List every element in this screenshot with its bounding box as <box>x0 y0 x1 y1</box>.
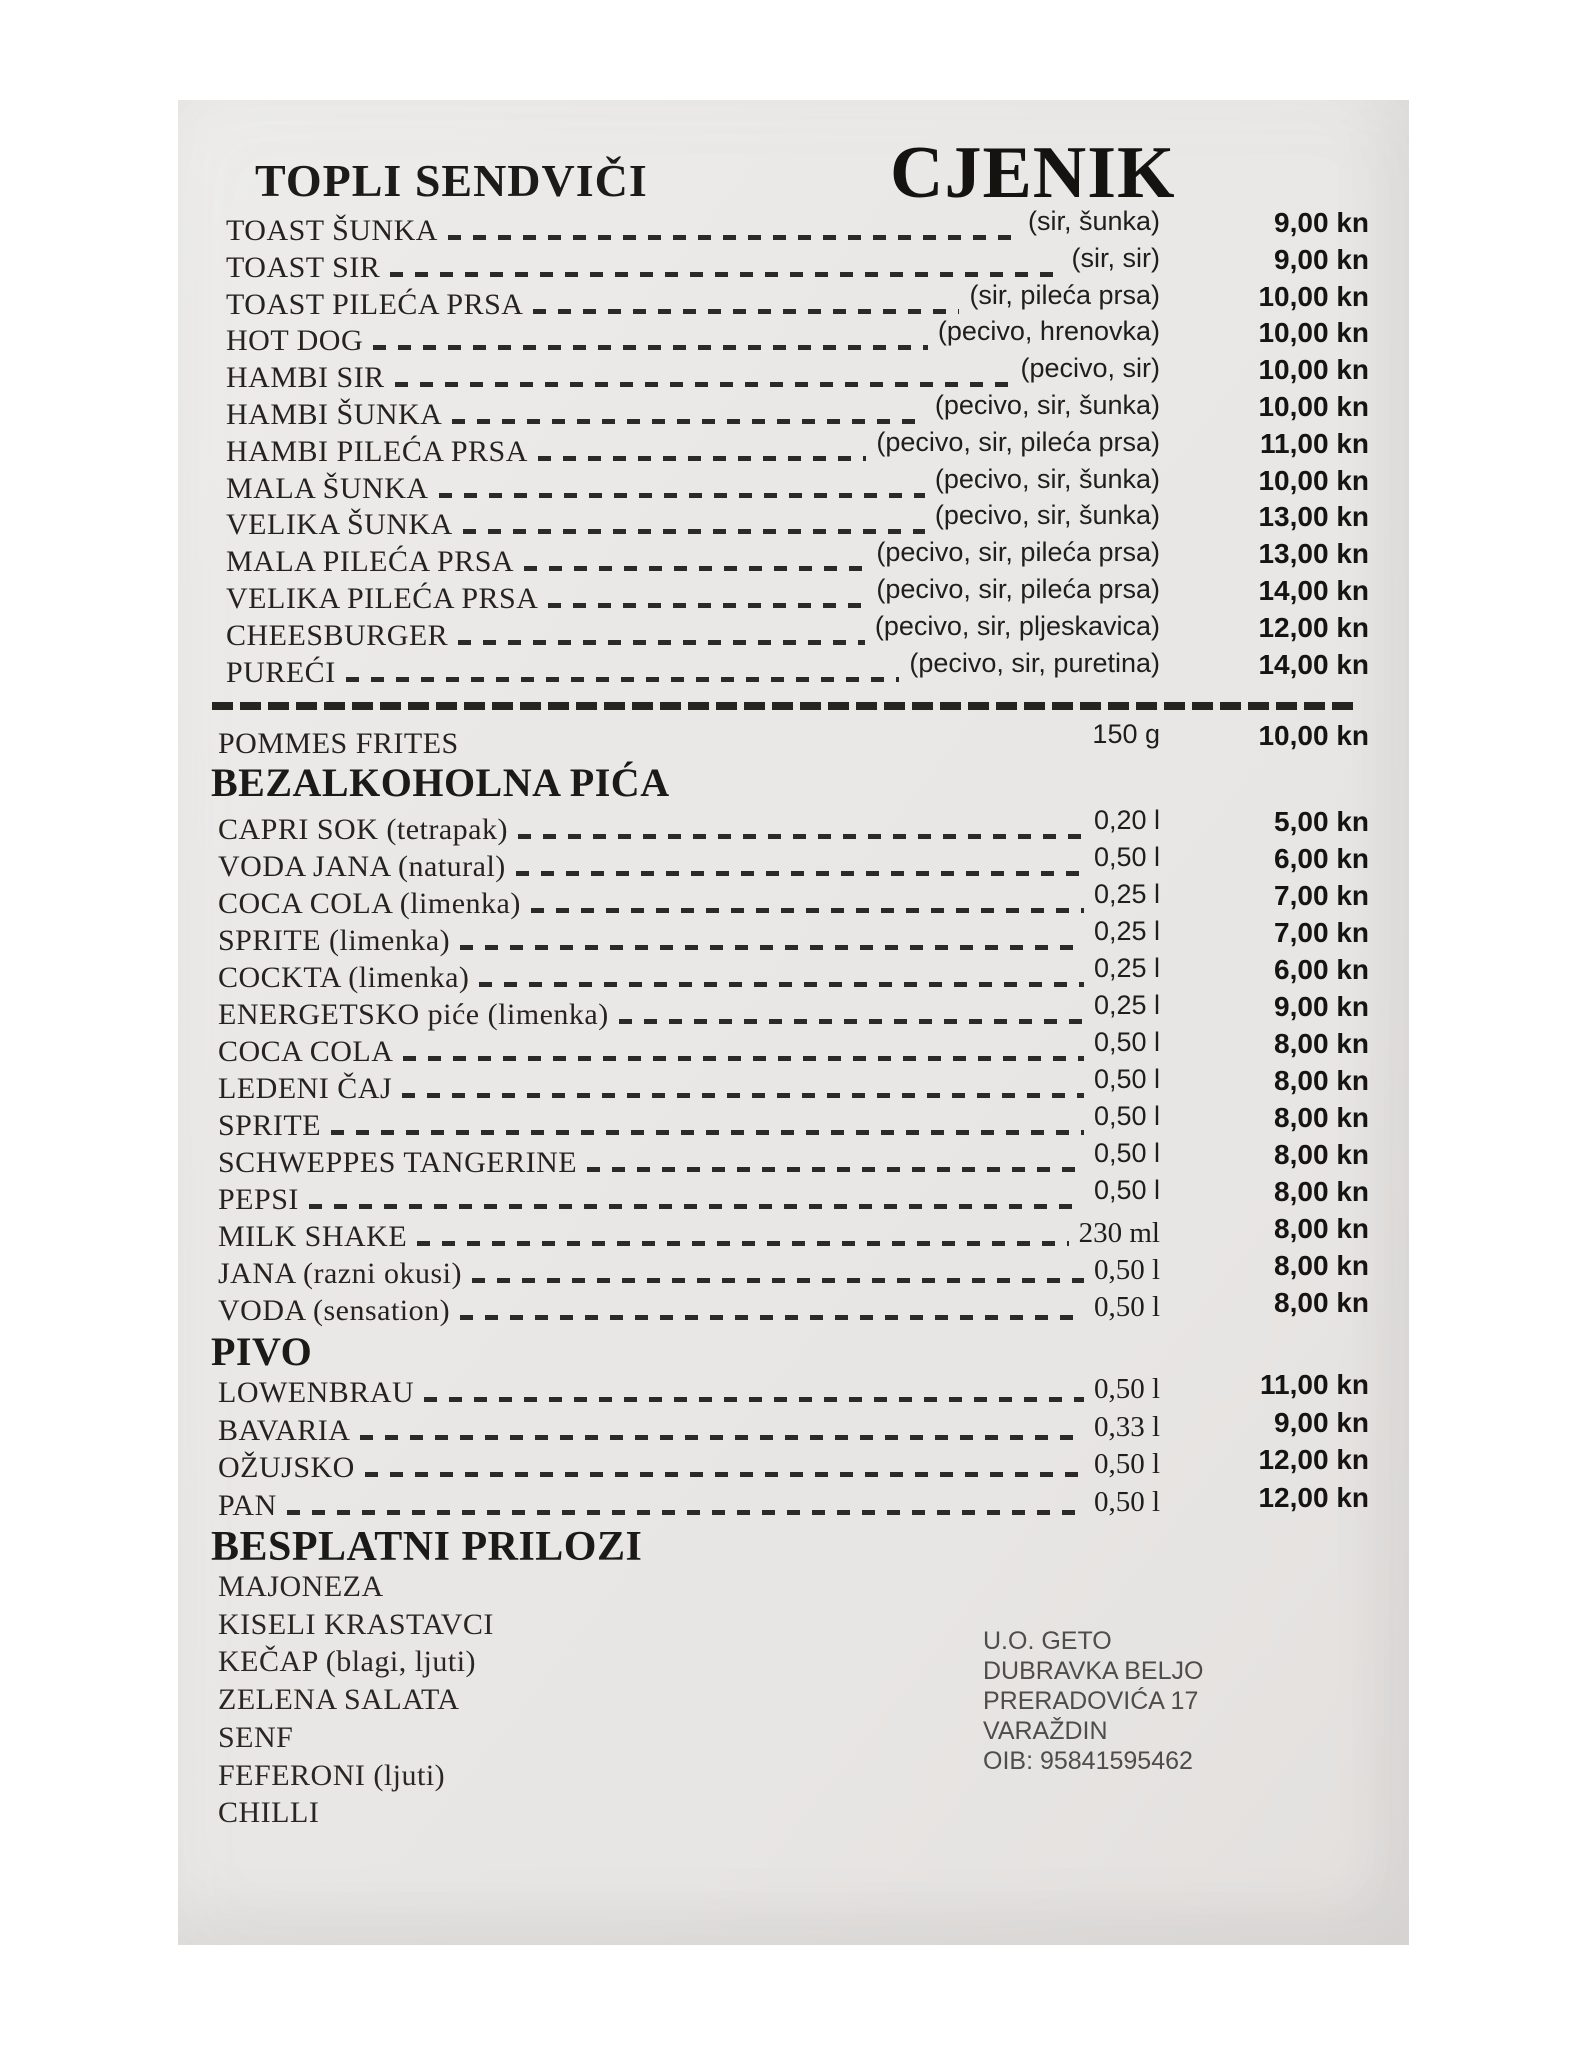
menu-item-volume: 0,25 l <box>1093 879 1160 909</box>
menu-item-name: VODA (sensation) <box>218 1294 451 1327</box>
page-title: TOPLI SENDVIČI <box>255 155 648 206</box>
menu-row <box>218 610 1369 655</box>
menu-row <box>218 1101 1369 1145</box>
dash-leader <box>531 908 1084 913</box>
menu-item-volume: 0,50 l <box>1093 1175 1160 1205</box>
menu-row <box>218 1027 1369 1071</box>
menu-item-price: 13,00 kn <box>1258 538 1369 570</box>
menu-item-description: (pecivo, hrenovka) <box>937 316 1160 347</box>
menu-item-name: COCA COLA <box>218 1035 394 1068</box>
free-side-item: KEČAP (blagi, ljuti) <box>218 1645 477 1679</box>
menu-row <box>218 279 1369 324</box>
dash-leader <box>395 382 1011 387</box>
menu-item-volume: 0,50 l <box>1093 842 1160 872</box>
dash-leader <box>548 603 866 608</box>
menu-row <box>218 206 1369 250</box>
menu-item-description: (pecivo, sir, pileća prsa) <box>876 574 1160 604</box>
menu-item-name: COCA COLA (limenka) <box>218 887 521 920</box>
menu-item-description: (pecivo, sir, šunka) <box>934 463 1160 494</box>
menu-item-name: VODA JANA (natural) <box>218 850 506 883</box>
menu-item-name: HOT DOG <box>226 324 364 358</box>
menu-item-price: 14,00 kn <box>1258 648 1369 680</box>
menu-item-name: PEPSI <box>218 1183 299 1216</box>
section-divider <box>212 702 1358 710</box>
menu-item-price: 8,00 kn <box>1274 1250 1369 1281</box>
dash-leader <box>458 640 865 645</box>
menu-row <box>218 1444 1369 1487</box>
menu-item-price: 9,00 kn <box>1274 1406 1369 1438</box>
menu-item-volume: 0,25 l <box>1093 953 1160 983</box>
menu-item-name: ENERGETSKO piće (limenka) <box>218 998 609 1031</box>
free-side-item: MAJONEZA <box>218 1570 384 1603</box>
menu-row <box>218 463 1369 508</box>
menu-item-price: 8,00 kn <box>1274 1176 1369 1207</box>
menu-item-name: TOAST PILEĆA PRSA <box>226 287 524 321</box>
menu-item-description: (pecivo, sir, puretina) <box>909 647 1160 678</box>
menu-item-name: SPRITE <box>218 1109 322 1142</box>
menu-item-price: 9,00 kn <box>1274 991 1369 1022</box>
menu-item-price: 10,00 kn <box>1258 317 1369 349</box>
contact-line: DUBRAVKA BELJO <box>983 1657 1204 1685</box>
section-header-soft-drinks: BEZALKOHOLNA PIĆA <box>211 760 670 805</box>
menu-item-description: (pecivo, sir) <box>1020 353 1160 384</box>
menu-item-volume: 0,50 l <box>1093 1101 1160 1131</box>
free-side-item: SENF <box>218 1720 294 1754</box>
menu-item-price: 8,00 kn <box>1274 1102 1369 1133</box>
dash-leader <box>524 566 866 571</box>
menu-item-volume: 0,50 l <box>1093 1373 1160 1405</box>
menu-item-description: (pecivo, sir, šunka) <box>934 390 1160 420</box>
contact-line: PRERADOVIĆA 17 <box>983 1687 1199 1715</box>
menu-item-volume: 0,50 l <box>1093 1291 1160 1323</box>
menu-item-price: 11,00 kn <box>1260 1369 1369 1400</box>
menu-item-volume: 0,20 l <box>1093 805 1160 835</box>
menu-item-price: 12,00 kn <box>1258 1444 1369 1475</box>
dash-leader <box>439 493 925 498</box>
free-side-item: ZELENA SALATA <box>218 1683 460 1717</box>
menu-item-price: 14,00 kn <box>1258 575 1369 606</box>
menu-item-price: 8,00 kn <box>1274 1213 1369 1244</box>
menu-item-name: HAMBI PILEĆA PRSA <box>226 434 528 468</box>
menu-item-name: BAVARIA <box>218 1413 351 1447</box>
free-side-item: FEFERONI (ljuti) <box>218 1758 446 1792</box>
menu-row <box>218 1369 1369 1412</box>
dash-leader <box>346 677 900 682</box>
menu-item-price: 10,00 kn <box>1258 354 1369 386</box>
menu-item-volume: 0,50 l <box>1093 1448 1160 1480</box>
menu-item-description: (pecivo, sir, šunka) <box>934 500 1160 531</box>
menu-item-price: 9,00 kn <box>1274 243 1369 275</box>
menu-item-price: 5,00 kn <box>1274 806 1369 837</box>
menu-item-price: 6,00 kn <box>1274 954 1369 985</box>
dash-leader <box>472 1278 1084 1283</box>
menu-item-price: 6,00 kn <box>1274 843 1369 874</box>
menu-row <box>218 316 1369 360</box>
menu-row <box>218 390 1369 434</box>
menu-item-name: PUREĆI <box>226 655 336 689</box>
menu-row <box>218 647 1369 692</box>
menu-item-name: JANA (razni okusi) <box>218 1257 462 1290</box>
menu-paper <box>178 100 1409 1945</box>
dash-leader <box>619 1019 1084 1024</box>
menu-item-name: HAMBI SIR <box>226 361 385 395</box>
menu-item-name: MALA ŠUNKA <box>226 471 429 505</box>
menu-item-price: 10,00 kn <box>1258 720 1369 751</box>
menu-item-description: (pecivo, sir, pljeskavica) <box>874 610 1160 641</box>
dash-leader <box>463 529 925 534</box>
contact-line: VARAŽDIN <box>983 1717 1108 1745</box>
menu-item-name: LOWENBRAU <box>218 1376 415 1409</box>
dash-leader <box>390 272 1061 277</box>
contact-line: OIB: 95841595462 <box>983 1747 1193 1775</box>
dash-leader <box>331 1130 1084 1135</box>
menu-item-price: 11,00 kn <box>1260 427 1369 459</box>
menu-row <box>218 1406 1369 1450</box>
menu-item-volume: 230 ml <box>1078 1217 1160 1249</box>
menu-item-volume: 0,25 l <box>1093 916 1160 946</box>
menu-item-price: 10,00 kn <box>1258 464 1369 496</box>
menu-item-name: HAMBI ŠUNKA <box>226 398 443 431</box>
menu-row <box>218 1481 1369 1525</box>
dash-leader <box>417 1241 1068 1246</box>
menu-item-price: 12,00 kn <box>1258 1481 1369 1513</box>
menu-item-name: LEDENI ČAJ <box>218 1072 393 1105</box>
free-side-item: CHILLI <box>218 1796 320 1830</box>
menu-item-description: (sir, šunka) <box>1027 206 1160 236</box>
dash-leader <box>287 1510 1084 1515</box>
menu-item-price: 8,00 kn <box>1274 1287 1369 1318</box>
menu-item-price: 9,00 kn <box>1274 207 1369 238</box>
menu-item-name: VELIKA ŠUNKA <box>226 508 453 542</box>
menu-row <box>218 879 1369 923</box>
menu-row <box>218 990 1369 1034</box>
dash-leader <box>469 748 1083 753</box>
menu-item-name: PAN <box>218 1488 277 1522</box>
dash-leader <box>403 1056 1084 1061</box>
menu-row-pommes-frites <box>218 719 1369 763</box>
dash-leader <box>373 345 928 350</box>
menu-item-name: MALA PILEĆA PRSA <box>226 545 515 579</box>
menu-item-name: POMMES FRITES <box>218 727 459 760</box>
menu-item-name: CAPRI SOK (tetrapak) <box>218 813 508 846</box>
menu-item-volume: 0,50 l <box>1093 1485 1160 1518</box>
menu-item-volume: 0,50 l <box>1093 1027 1160 1057</box>
menu-item-description: (pecivo, sir, pileća prsa) <box>876 426 1160 457</box>
dash-leader <box>360 1435 1084 1440</box>
menu-item-description: (pecivo, sir, pileća prsa) <box>876 537 1160 568</box>
dash-leader <box>424 1397 1084 1402</box>
menu-item-volume: 0,50 l <box>1093 1254 1160 1286</box>
menu-item-name: TOAST ŠUNKA <box>226 214 438 247</box>
section-header-beer: PIVO <box>211 1329 313 1374</box>
menu-row <box>218 500 1369 544</box>
menu-item-volume: 0,50 l <box>1093 1064 1160 1094</box>
dash-leader <box>460 945 1084 950</box>
menu-row <box>218 426 1369 471</box>
menu-row <box>218 805 1369 849</box>
menu-item-price: 10,00 kn <box>1258 391 1369 422</box>
menu-item-price: 10,00 kn <box>1258 280 1369 312</box>
free-side-item: KISELI KRASTAVCI <box>218 1607 494 1641</box>
menu-item-price: 8,00 kn <box>1274 1065 1369 1096</box>
menu-item-name: OŽUJSKO <box>218 1451 355 1484</box>
menu-item-name: MILK SHAKE <box>218 1220 408 1253</box>
dash-leader <box>448 235 1018 240</box>
dash-leader <box>538 456 866 461</box>
menu-row <box>218 574 1369 618</box>
menu-row <box>218 1287 1369 1330</box>
menu-item-quantity: 150 g <box>1092 719 1160 749</box>
menu-row <box>218 916 1369 960</box>
menu-item-name: SCHWEPPES TANGERINE <box>218 1146 578 1179</box>
dash-leader <box>518 834 1084 839</box>
menu-row <box>218 1250 1369 1293</box>
menu-item-price: 8,00 kn <box>1274 1139 1369 1170</box>
menu-row <box>218 242 1369 287</box>
price-list-title: CJENIK <box>890 132 1176 214</box>
menu-row <box>218 537 1369 581</box>
section-header-free-sides: BESPLATNI PRILOZI <box>211 1524 643 1570</box>
dash-leader <box>452 419 925 424</box>
menu-item-volume: 0,50 l <box>1093 1138 1160 1168</box>
menu-item-name: VELIKA PILEĆA PRSA <box>226 582 539 615</box>
dash-leader <box>365 1472 1084 1477</box>
menu-item-description: (sir, sir) <box>1071 242 1160 273</box>
menu-row <box>218 1064 1369 1108</box>
dash-leader <box>533 309 959 314</box>
contact-line: U.O. GETO <box>983 1627 1112 1655</box>
menu-item-price: 8,00 kn <box>1274 1028 1369 1059</box>
menu-item-name: TOAST SIR <box>226 250 381 284</box>
menu-row <box>218 1138 1369 1182</box>
dash-leader <box>460 1315 1084 1320</box>
dash-leader <box>587 1167 1084 1172</box>
menu-item-name: CHEESBURGER <box>226 618 449 652</box>
menu-item-price: 13,00 kn <box>1258 501 1369 533</box>
menu-row <box>218 953 1369 997</box>
menu-item-description: (sir, pileća prsa) <box>969 279 1160 310</box>
menu-item-volume: 0,25 l <box>1093 990 1160 1020</box>
menu-item-price: 7,00 kn <box>1274 917 1369 948</box>
menu-row <box>218 1175 1369 1219</box>
dash-leader <box>309 1204 1084 1209</box>
menu-item-price: 7,00 kn <box>1274 880 1369 911</box>
menu-item-price: 12,00 kn <box>1258 611 1369 643</box>
dash-leader <box>516 871 1084 876</box>
menu-item-volume: 0,33 l <box>1093 1410 1160 1443</box>
dash-leader <box>479 982 1084 987</box>
dash-leader <box>402 1093 1084 1098</box>
menu-item-name: COCKTA (limenka) <box>218 961 470 994</box>
menu-row <box>218 842 1369 886</box>
menu-row <box>218 1213 1369 1256</box>
menu-item-name: SPRITE (limenka) <box>218 924 451 957</box>
menu-row <box>218 353 1369 397</box>
